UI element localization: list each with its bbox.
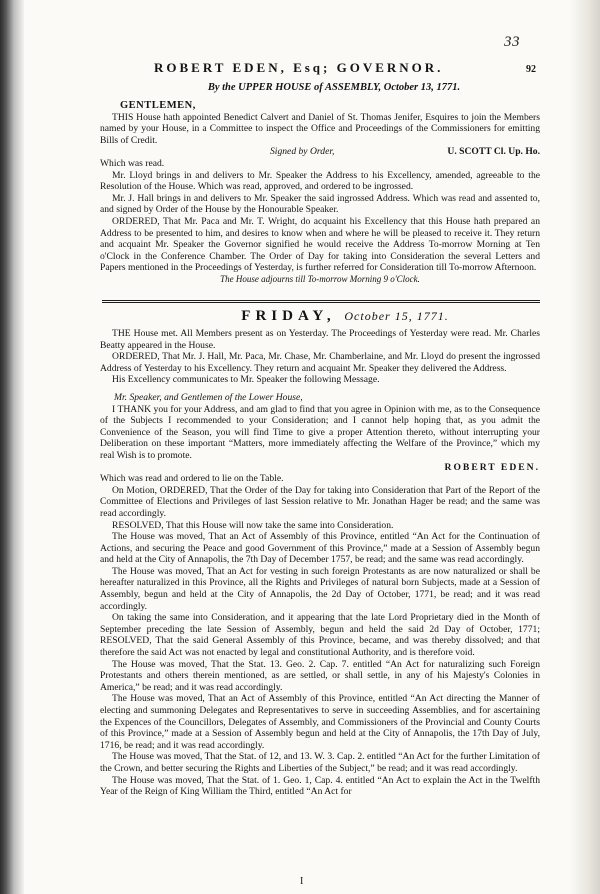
page-edge-shadow	[570, 0, 600, 894]
signed-name: U. SCOTT Cl. Up. Ho.	[447, 146, 540, 158]
paragraph: Mr. Lloyd brings in and delivers to Mr. Speaker the Address to his Excellency, amended, agreeable to the Resolution of the House. Which was read, approved, and ordered to be ingrossed.	[100, 169, 540, 193]
paragraph: The House was moved, That the Stat. of 12, and 13. W. 3. Cap. 2. entitled “An Act for the further Limitation of the Crown, and better securing the Rights and Liberties of the Subject,” be read; and it was read accordingly.	[100, 751, 540, 774]
adjournment-line: The House adjourns till To-morrow Morning 9 o'Clock.	[220, 273, 420, 284]
header-folio: 92	[526, 64, 536, 75]
signature-line	[100, 146, 540, 158]
section-1	[100, 100, 540, 286]
section-divider	[102, 300, 540, 301]
section-2	[100, 328, 540, 798]
upper-house-message: THIS House hath appointed Benedict Calvert and Daniel of St. Thomas Jenifer, Esquires to join the Members named by your House, in a Committee to inspect the Office and Proceedings of the Commissioners for emitting Bills of Credit.	[100, 111, 540, 146]
running-header	[154, 60, 536, 76]
day-heading	[150, 308, 540, 325]
signed-by: Signed by Order,	[270, 146, 335, 158]
bottom-folio: I	[300, 876, 304, 887]
governor-message: I THANK you for your Address, and am glad to find that you agree in Opinion with me, as to the Consequence of the Subjects I recommended to your Consideration; and I cannot help hoping that, as you admit the Convenience of the Season, you will find Time to give a proper Attention thereto, without interrupting your Deliberation on these important “Matters, more immediately affecting the Welfare of the Province,” which my real Wish is to promote.	[100, 403, 540, 461]
page-number: 33	[504, 34, 520, 50]
salutation: GENTLEMEN,	[120, 100, 196, 111]
paragraph: THE House met. All Members present as on Yesterday. The Proceedings of Yesterday were read. Mr. Charles Beatty appeared in the House.	[100, 328, 540, 351]
paragraph: The House was moved, That the Stat. of 1. Geo. 1, Cap. 4. entitled “An Act to explain the Act in the Twelfth Year of the Reign of King William the Third, entitled “An Act for	[100, 774, 540, 798]
message-address: Mr. Speaker, and Gentlemen of the Lower House,	[114, 391, 303, 403]
book-gutter-shadow	[0, 0, 24, 894]
paragraph: On taking the same into Consideration, and it appearing that the late Lord Proprietary died in the Month of September preceding the late Session of Assembly, begun and held the said 2d Day of October, 1771; RESOLVED, That the said General Assembly of this Province, became, and was thereby dissolved; and that therefore the said Act was not enacted by legal and constitutional Authority, and is therefore void.	[100, 612, 540, 659]
paragraph: Which was read.	[100, 157, 165, 169]
paragraph: Mr. J. Hall brings in and delivers to Mr. Speaker the said ingrossed Address. Which was read and assented to, and signed by Order of the House by the Honourable Speaker.	[100, 192, 540, 216]
paragraph: ORDERED, That Mr. Paca and Mr. T. Wright, do acquaint his Excellency that this House hath prepared an Address to be presented to him, and desires to know when and where he will be pleased to receive it. They return and acquaint Mr. Speaker the Governor signified he would receive the Address To-morrow Morning at Ten o'Clock in the Conference Chamber. The Order of Day for taking into Consideration the several Letters and Papers mentioned in the Proceedings of Yesterday, is further referred for Consideration till To-morrow Afternoon.	[100, 215, 540, 274]
paragraph: The House was moved, That an Act for vesting in such foreign Protestants as are now naturalized or shall be hereafter naturalized in this Province, all the Rights and Privileges of natural born Subjects, made at a Session of Assembly, begun and held at the City of Annapolis, the 2d Day of October, 1771, be read; and it was read accordingly.	[100, 565, 540, 612]
paragraph: RESOLVED, That this House will now take the same into Consideration.	[112, 519, 394, 531]
paragraph: The House was moved, That the Stat. 13. Geo. 2. Cap. 7. entitled “An Act for naturalizing such Foreign Protestants and others therein mentioned, as are settled, or shall settle, in any of his Majesty's Colonies in America,” be read; and it was read accordingly.	[100, 658, 540, 693]
day-name: FRIDAY,	[241, 308, 336, 324]
paragraph: ORDERED, That Mr. J. Hall, Mr. Paca, Mr. Chase, Mr. Chamberlaine, and Mr. Lloyd do present the ingrossed Address of Yesterday to his Excellency. They return and acquaint Mr. Speaker they delivered the Address.	[100, 351, 540, 374]
paragraph: The House was moved, That an Act of Assembly of this Province, entitled “An Act for the Continuation of Actions, and securing the Peace and good Government of this Province,” made at a Session of Assembly begun and held at the City of Annapolis, the 7th Day of December 1757, be read; and the same was read accordingly.	[100, 531, 540, 566]
paragraph: The House was moved, That an Act of Assembly of this Province, entitled “An Act directing the Manner of electing and summoning Delegates and Representatives to serve in succeeding Assemblies, and for ascertaining the Expences of the Councillors, Delegates of Assembly, and Commissioners of the Provincial and County Courts of this Province,” made at a Session of Assembly begun and held at the City of Annapolis, the 17th Day of July, 1716, be read; and it was read accordingly.	[100, 693, 540, 751]
paragraph: His Excellency communicates to Mr. Speaker the following Message.	[112, 374, 380, 386]
section-divider	[102, 302, 540, 303]
header-title: ROBERT EDEN, Esq; GOVERNOR.	[154, 60, 444, 75]
day-date: October 15, 1771.	[344, 309, 449, 323]
paragraph: On Motion, ORDERED, That the Order of the Day for taking into Consideration that Part of the Report of the Committee of Elections and Privileges of last Session relative to Mr. Jonathan Hager be read; and the same was read accordingly.	[100, 484, 540, 519]
message-signature: ROBERT EDEN.	[444, 461, 540, 473]
session-line: By the UPPER HOUSE of ASSEMBLY, October 13, 1771.	[207, 82, 461, 93]
paragraph: Which was read and ordered to lie on the Table.	[100, 473, 284, 485]
